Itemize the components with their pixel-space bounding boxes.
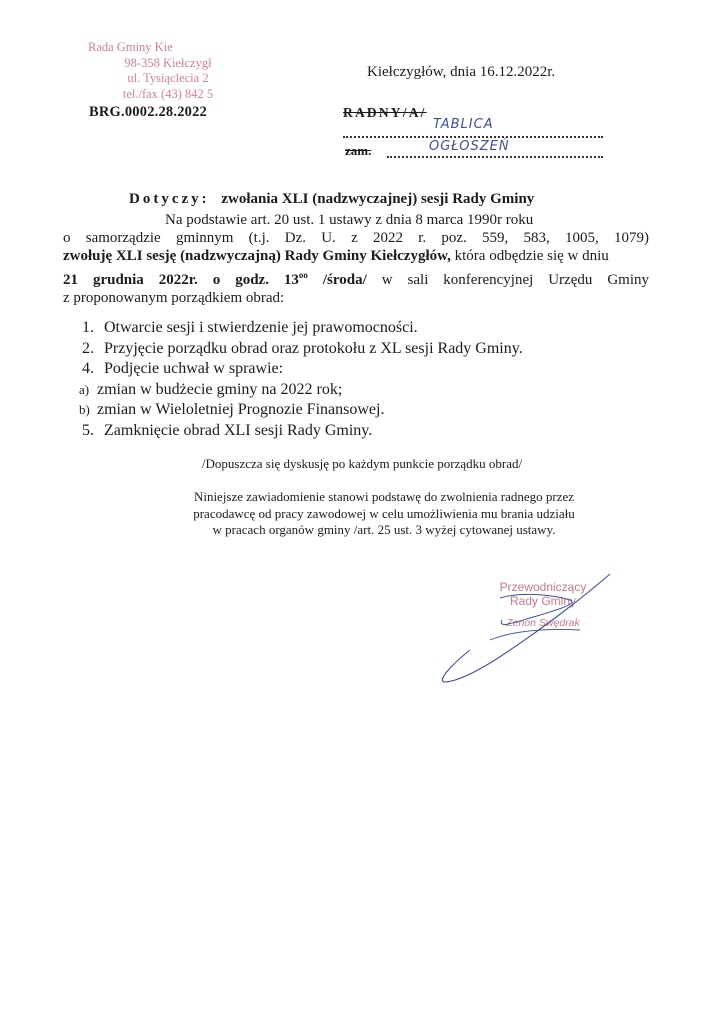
agenda-subitem-letter: a) (79, 381, 90, 397)
agenda-item (82, 421, 602, 442)
agenda-item (82, 339, 602, 360)
dotted-line (343, 136, 603, 138)
addressee-block (343, 105, 603, 161)
body-line-2: o samorządzie gminnym (t.j. Dz. U. z 2022 r. poz. 559, 583, 1005, 1079) (63, 230, 649, 247)
addressee-line (343, 117, 603, 141)
agenda-subitem (73, 400, 602, 421)
notice-line-3: w pracach organów gminy /art. 25 ust. 3 wyżej cytowanej ustawy. (212, 522, 556, 538)
agenda-subitem-text: zmian w budżecie gminy na 2022 rok; (97, 380, 343, 398)
agenda-item-text: Przyjęcie porządku obrad oraz protokołu z XL sesji Rady Gminy. (104, 339, 523, 357)
discussion-note: /Dopuszcza się dyskusję po każdym punkcie porządku obrad/ (201, 456, 523, 471)
agenda-item-number: 4. (82, 360, 94, 377)
agenda-item-text: Podjęcie uchwał w sprawie: (104, 360, 284, 377)
chairman-title: Przewodniczący (499, 580, 587, 594)
subject-text: zwołania XLI (nadzwyczajnej) sesji Rady Gminy (221, 191, 535, 207)
session-date: 21 grudnia 2022r. o godz. 13 (63, 271, 299, 288)
agenda-item-number: 1. (82, 319, 94, 336)
stamp-line-3: ul. Tysiąclecia 2 (127, 71, 209, 85)
notice-line-1: Niniejsze zawiadomienie stanowi podstawę do zwolnienia radnego przez (193, 489, 575, 504)
convocation-text: zwołuję XLI sesję (nadzwyczajną) Rady Gminy Kiełczygłów, (63, 248, 451, 265)
office-stamp (88, 40, 248, 102)
body-line-5: z proponowanym porządkiem obrad: (63, 289, 285, 306)
body-line-4 (63, 266, 649, 289)
agenda-item-number: 2. (82, 339, 94, 357)
body-line-1: Na podstawie art. 20 ust. 1 ustawy z dnia 8 marca 1990r roku (165, 212, 534, 228)
address-label: zam. (345, 143, 372, 158)
stamp-line-2: 98-358 Kiełczygł (124, 55, 212, 70)
chairman-name: Zenon Swędrak (506, 617, 580, 629)
agenda-item-text: Otwarcie sesji i stwierdzenie jej prawomocności. (104, 319, 418, 336)
agenda-list (79, 318, 602, 441)
body-paragraph (63, 211, 649, 307)
agenda-subitem-letter: b) (79, 402, 90, 417)
address-line (343, 141, 603, 161)
dotted-line (387, 156, 603, 158)
stamp-line-1: Rada Gminy Kie (88, 40, 173, 54)
session-venue: w sali konferencyjnej Urzędu Gminy (366, 271, 649, 288)
body-line-3 (63, 247, 649, 265)
agenda-item-number: 5. (82, 421, 94, 439)
agenda-item (82, 359, 602, 380)
agenda-subitem-text: zmian w Wieloletniej Prognozie Finansowej. (97, 401, 385, 418)
subject-line (129, 191, 534, 208)
agenda-subitem (73, 380, 602, 401)
handwritten-signature (430, 570, 630, 690)
addressee-radny: RADNY/A/ (343, 105, 427, 120)
chairman-org: Rady Gminy (509, 594, 577, 608)
notice-line-2: pracodawcę od pracy zawodowej w celu umożliwienia mu brania udziału (193, 505, 575, 521)
stamp-line-4: tel./fax (43) 842 5 (122, 86, 214, 101)
employer-notice (154, 489, 614, 539)
handwritten-ogloszen: OGŁOSZEŃ (429, 139, 510, 154)
agenda-item (82, 318, 602, 339)
session-day: /środa/ (307, 271, 367, 288)
agenda-item-text: Zamknięcie obrad XLI sesji Rady Gminy. (104, 421, 373, 439)
handwritten-tablica: TABLICA (433, 117, 494, 132)
reference-number: BRG.0002.28.2022 (89, 104, 207, 120)
date-line: Kiełczygłów, dnia 16.12.2022r. (367, 64, 556, 80)
body-line-3-rest: która odbędzie się w dniu (450, 248, 609, 265)
subject-lead: Dotyczy: (129, 191, 210, 207)
time-superscript: oo (298, 269, 308, 280)
